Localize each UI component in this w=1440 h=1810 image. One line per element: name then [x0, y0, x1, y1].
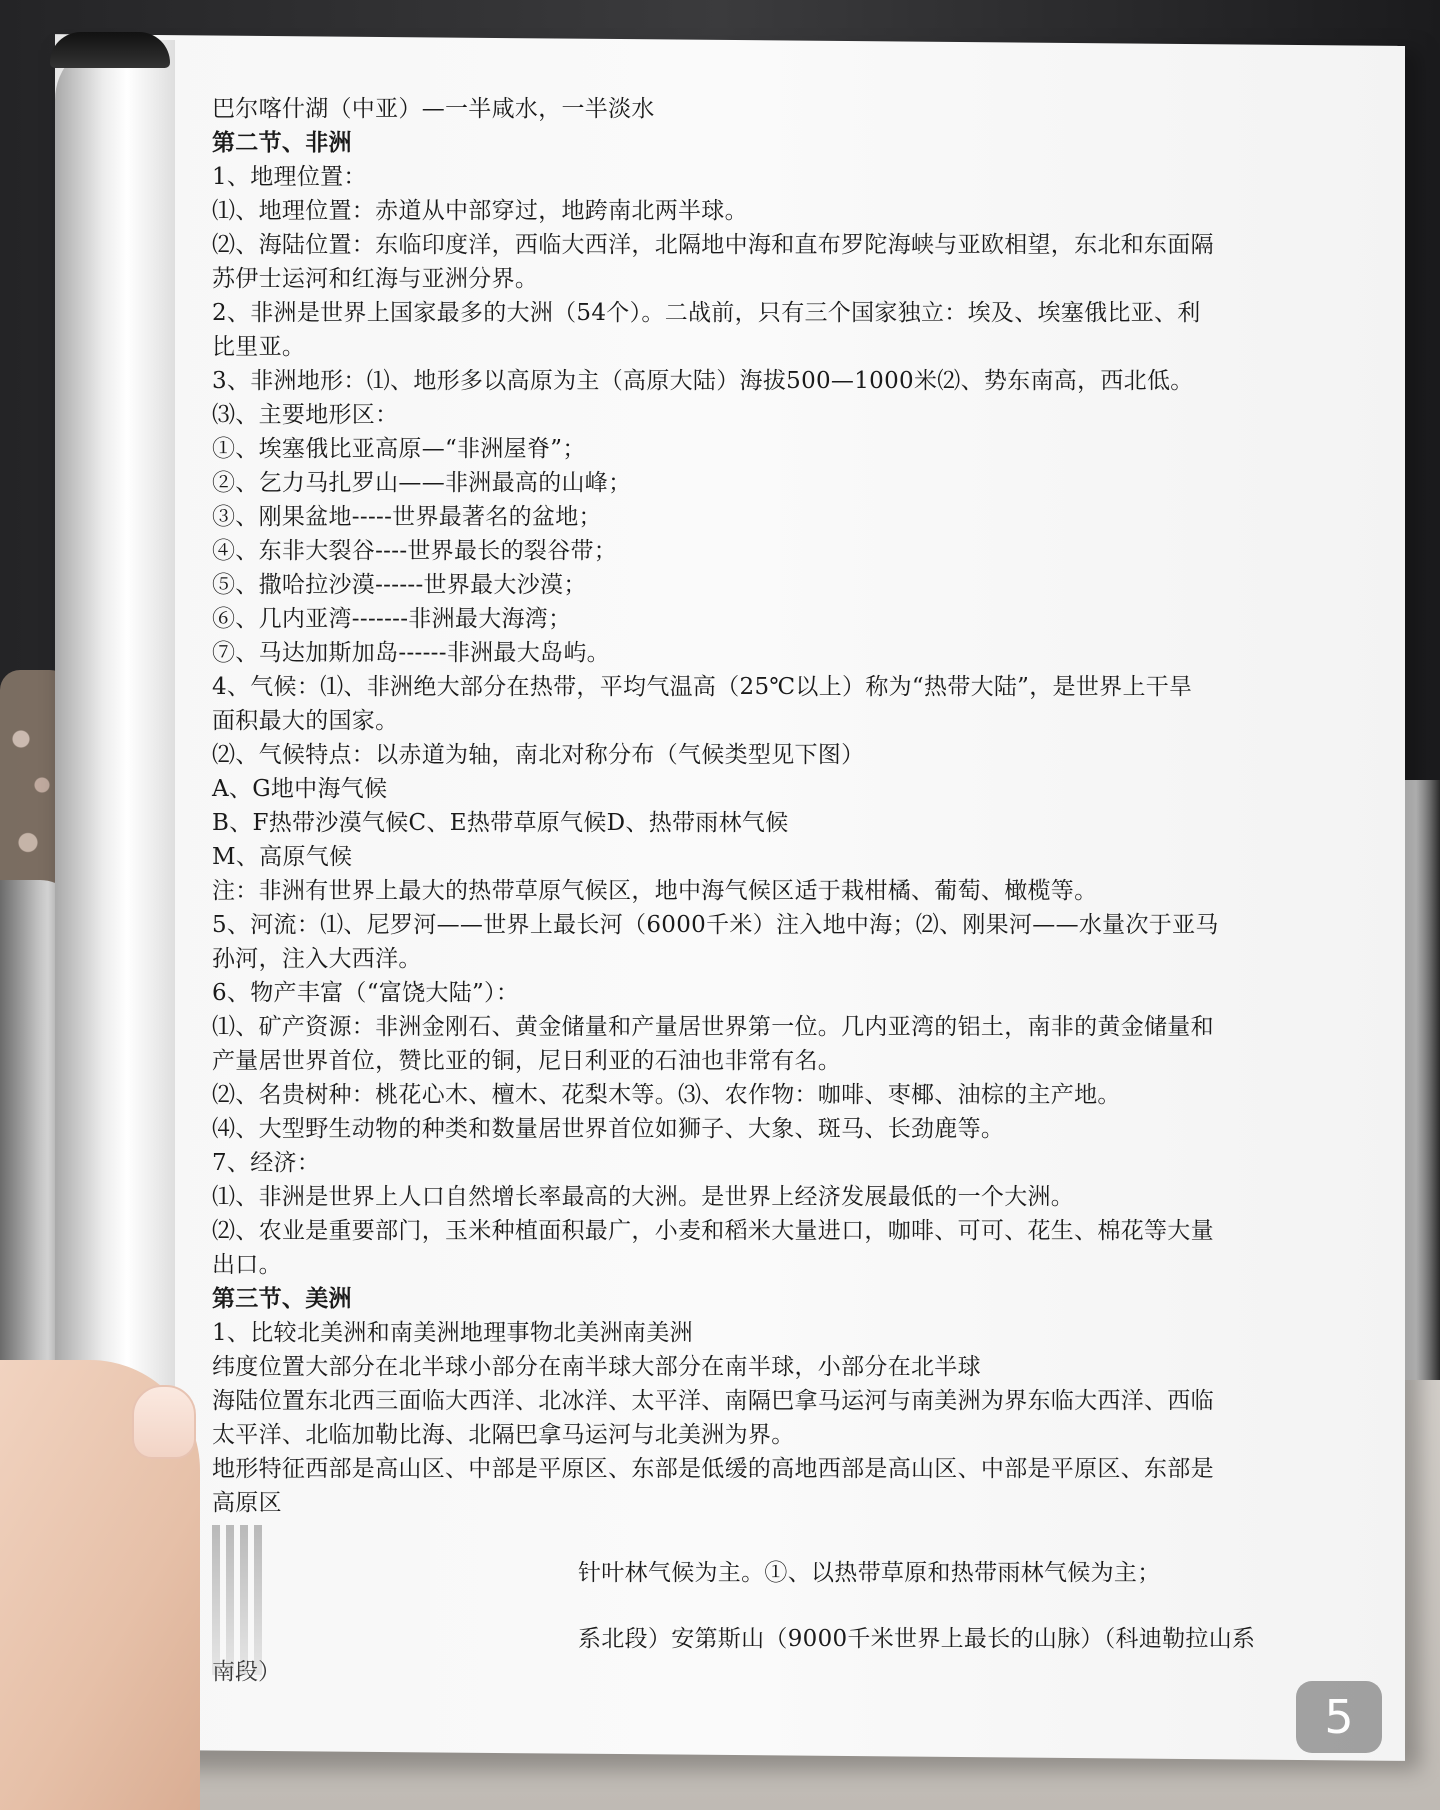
page-number-badge: 5 [1296, 1681, 1382, 1753]
text-line: ④、东非大裂谷----世界最长的裂谷带； [212, 538, 618, 564]
text-line: ⑵、海陆位置：东临印度洋，西临大西洋，北隔地中海和直布罗陀海峡与亚欧相望，东北和东面隔 [212, 232, 1214, 258]
text-line: ⑤、撒哈拉沙漠------世界最大沙漠； [212, 572, 587, 598]
text-line: ③、刚果盆地-----世界最著名的盆地； [212, 504, 602, 530]
section-heading: 第二节、非洲 [212, 129, 352, 156]
text-line: 2、非洲是世界上国家最多的大洲（54个）。二战前，只有三个国家独立：埃及、埃塞俄比亚、利 [212, 300, 1201, 326]
text-line: 太平洋、北临加勒比海、北隔巴拿马运河与北美洲为界。 [212, 1422, 795, 1448]
text-line: ⑴、矿产资源：非洲金刚石、黄金储量和产量居世界第一位。几内亚湾的铝土，南非的黄金储量和 [212, 1014, 1214, 1040]
text-line: 注：非洲有世界上最大的热带草原气候区，地中海气候区适于栽柑橘、葡萄、橄榄等。 [212, 878, 1098, 904]
text-line: 5、河流：⑴、尼罗河——世界上最长河（6000千米）注入地中海；⑵、刚果河——水量次于亚马 [212, 912, 1219, 938]
document-text [212, 92, 1362, 1520]
section-heading: 第三节、美洲 [212, 1285, 352, 1312]
text-line: M、高原气候 [212, 844, 353, 870]
text-line: ⑵、名贵树种：桃花心木、檀木、花梨木等。⑶、农作物：咖啡、枣椰、油棕的主产地。 [212, 1082, 1121, 1108]
binder-ring [50, 32, 170, 68]
text-line: ⑥、几内亚湾-------非洲最大海湾； [212, 606, 572, 632]
scan-artifact-bars [212, 1525, 292, 1675]
text-line: ①、埃塞俄比亚高原—“非洲屋脊”； [212, 436, 586, 462]
text-line: 高原区 [212, 1490, 282, 1516]
text-line: 纬度位置大部分在北半球小部分在南半球大部分在南半球，小部分在北半球 [212, 1354, 981, 1380]
text-line: ⑶、主要地形区： [212, 402, 399, 428]
text-line: 出口。 [212, 1252, 282, 1278]
text-line: ⑦、马达加斯加岛------非洲最大岛屿。 [212, 640, 610, 666]
text-line: 面积最大的国家。 [212, 708, 399, 734]
text-line: 6、物产丰富（“富饶大陆”）： [212, 980, 520, 1006]
text-line: 7、经济： [212, 1150, 321, 1176]
text-line: ⑵、气候特点：以赤道为轴，南北对称分布（气候类型见下图） [212, 742, 865, 768]
text-line: 孙河，注入大西洋。 [212, 946, 422, 972]
text-line: ⑷、大型野生动物的种类和数量居世界首位如狮子、大象、斑马、长劲鹿等。 [212, 1116, 1005, 1142]
text-line: A、G地中海气候 [212, 776, 388, 802]
fragment-line-3: 南段） [212, 1659, 281, 1685]
text-line: 1、地理位置： [212, 164, 367, 190]
text-line: B、F热带沙漠气候C、E热带草原气候D、热带雨林气候 [212, 810, 789, 836]
text-line: ⑴、非洲是世界上人口自然增长率最高的大洲。是世界上经济发展最低的一个大洲。 [212, 1184, 1075, 1210]
text-line: 巴尔喀什湖（中亚）—一半咸水，一半淡水 [212, 96, 655, 122]
fingernail [132, 1385, 196, 1459]
fragment-line-2: 系北段）安第斯山（9000千米世界上最长的山脉）（科迪勒拉山系 [578, 1626, 1256, 1652]
text-line: 比里亚。 [212, 334, 306, 360]
fragment-line-1: 针叶林气候为主。①、以热带草原和热带雨林气候为主； [578, 1560, 1161, 1586]
text-line: ⑴、地理位置：赤道从中部穿过，地跨南北两半球。 [212, 198, 748, 224]
text-line: 海陆位置东北西三面临大西洋、北冰洋、太平洋、南隔巴拿马运河与南美洲为界东临大西洋、西临 [212, 1388, 1214, 1414]
text-line: 苏伊士运河和红海与亚洲分界。 [212, 266, 539, 292]
text-line: ②、乞力马扎罗山——非洲最高的山峰； [212, 470, 632, 496]
text-line: 4、气候：⑴、非洲绝大部分在热带，平均气温高（25℃以上）称为“热带大陆”，是世界上干旱 [212, 674, 1193, 700]
text-line: 1、比较北美洲和南美洲地理事物北美洲南美洲 [212, 1320, 693, 1346]
text-line: 产量居世界首位，赞比亚的铜，尼日利亚的石油也非常有名。 [212, 1048, 842, 1074]
text-line: ⑵、农业是重要部门，玉米种植面积最广，小麦和稻米大量进口，咖啡、可可、花生、棉花等大量 [212, 1218, 1214, 1244]
text-line: 地形特征西部是高山区、中部是平原区、东部是低缓的高地西部是高山区、中部是平原区、东部是 [212, 1456, 1214, 1482]
text-line: 3、非洲地形：⑴、地形多以高原为主（高原大陆）海拔500—1000米⑵、势东南高，西北低。 [212, 368, 1194, 394]
